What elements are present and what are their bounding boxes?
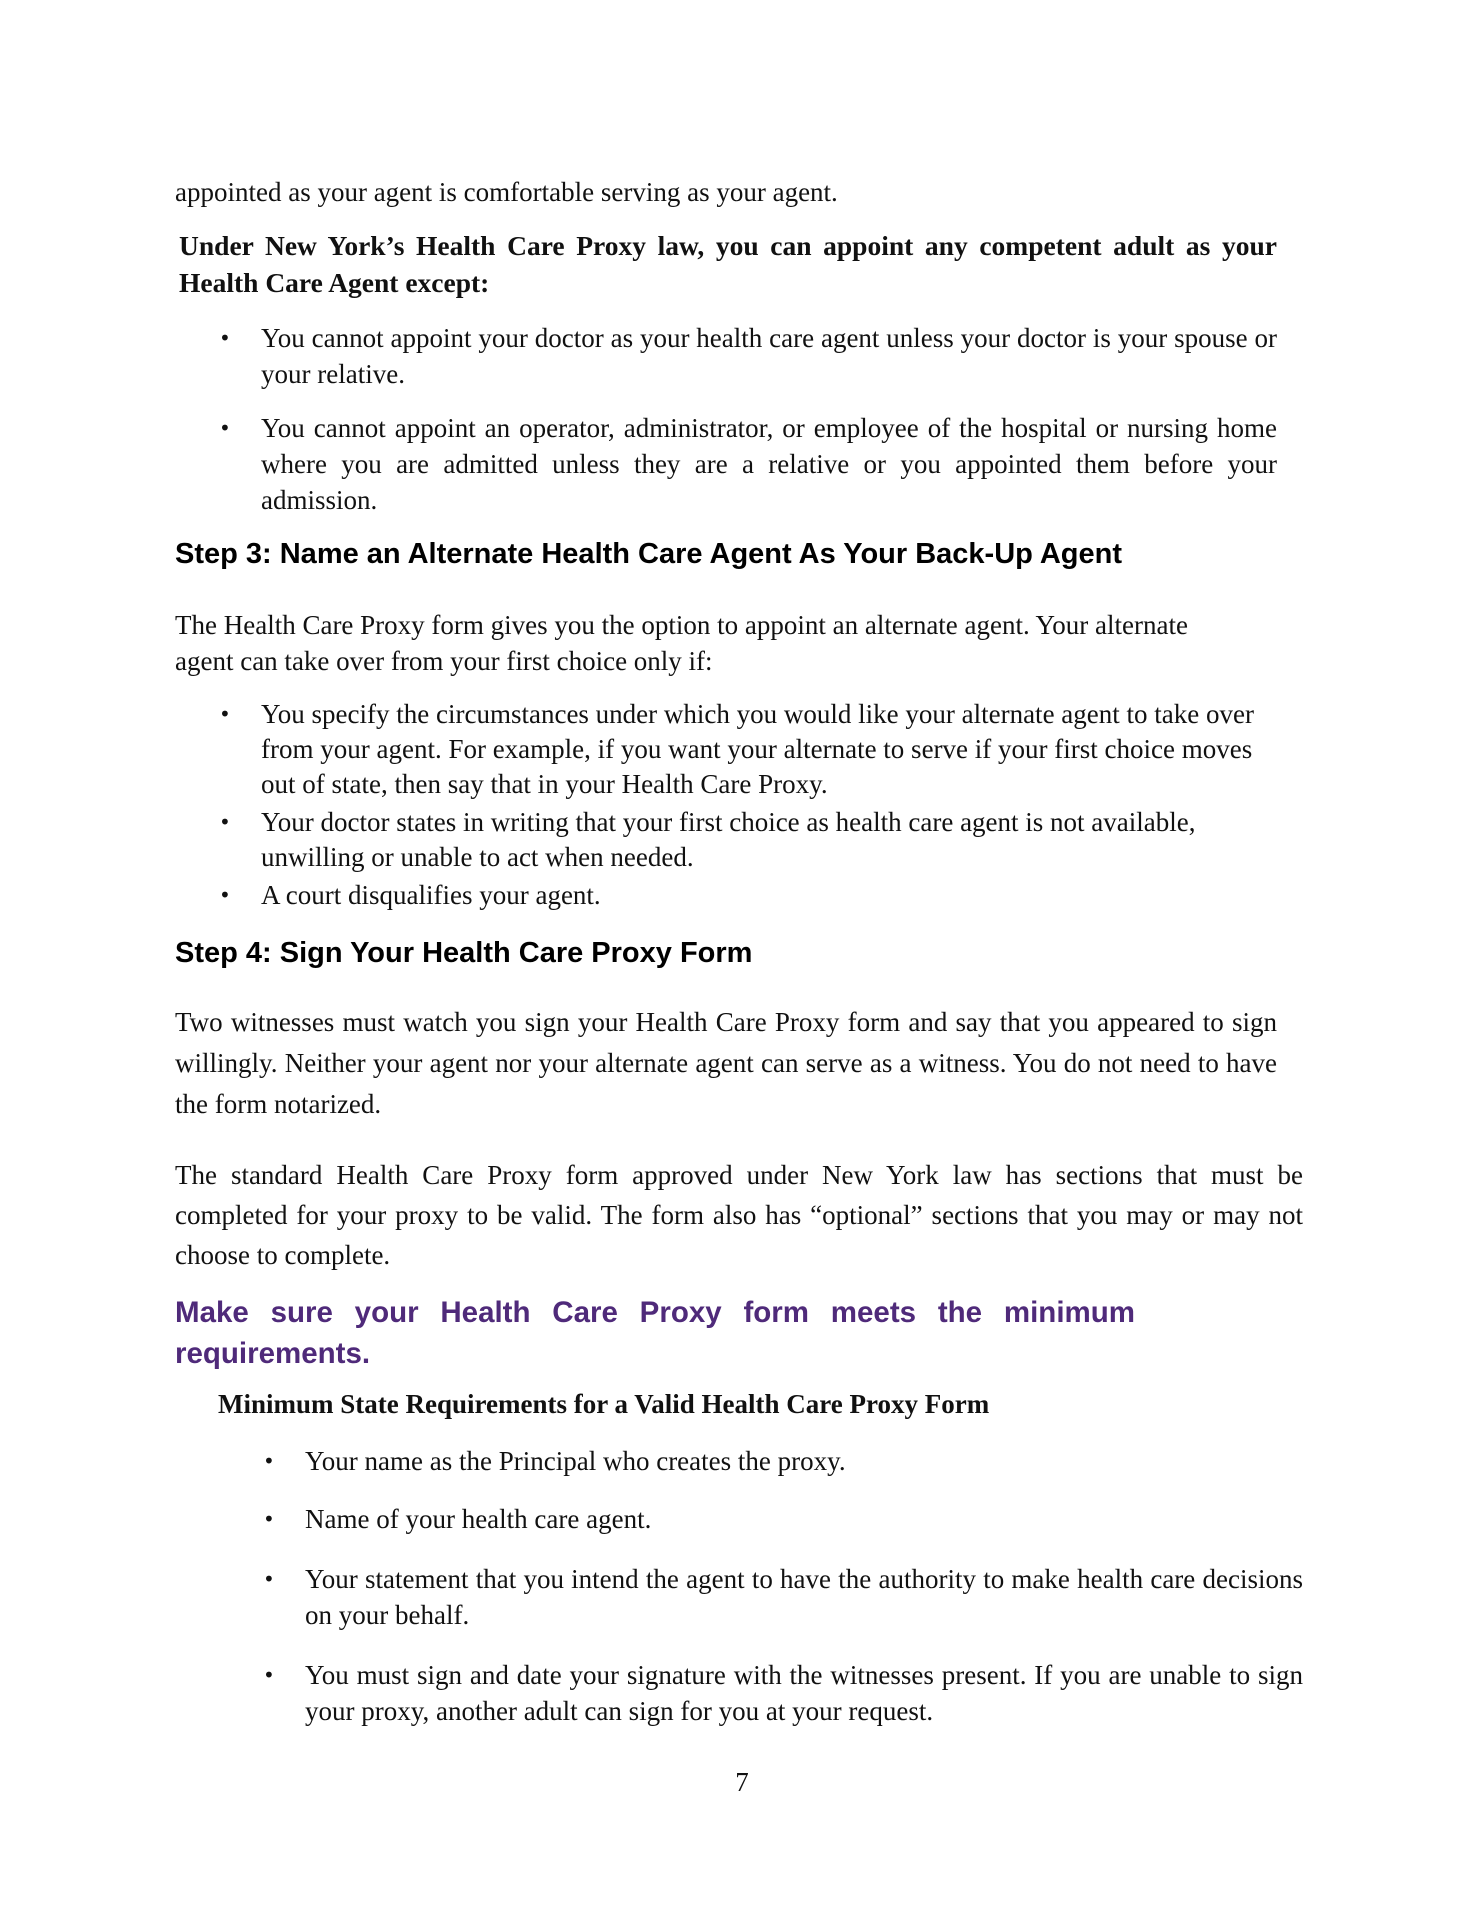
bullet-icon: •: [219, 883, 231, 907]
requirements-list: [263, 1443, 1303, 1729]
list-item: • Your doctor states in writing that your first choice as health care agent is not available, unwilling or unable to act when needed.: [219, 807, 1196, 872]
bullet-icon: •: [219, 326, 231, 350]
bullet-icon: •: [219, 416, 231, 440]
page-number: 7: [735, 1767, 749, 1797]
list-item: • Your name as the Principal who creates the proxy.: [305, 1443, 1303, 1479]
bullet-icon: •: [219, 702, 231, 726]
intro-line: appointed as your agent is comfortable serving as your agent.: [175, 177, 838, 207]
bullet-icon: •: [263, 1567, 275, 1591]
requirements-heading: Minimum State Requirements for a Valid Health Care Proxy Form: [218, 1389, 990, 1419]
list-item: • You must sign and date your signature with the witnesses present. If you are unable to sign your proxy, another adult can sign for you at your request.: [305, 1657, 1303, 1729]
step4-heading: Step 4: Sign Your Health Care Proxy Form: [175, 937, 753, 969]
step4-paragraph-1: Two witnesses must watch you sign your Health Care Proxy form and say that you appeared to sign willingly. Neither your agent nor your alternate agent can serve as a witness. You do not need to have the form notarized.: [175, 1007, 1277, 1119]
minimum-requirements-callout: Make sure your Health Care Proxy form meets the minimum requirements.: [175, 1296, 1135, 1370]
bullet-icon: •: [263, 1507, 275, 1531]
list-item: • Your statement that you intend the agent to have the authority to make health care decisions on your behalf.: [305, 1561, 1303, 1633]
bullet-icon: •: [219, 810, 231, 834]
list-item: • Name of your health care agent.: [305, 1501, 1303, 1537]
bullet-icon: •: [263, 1663, 275, 1687]
step4-paragraph-2: The standard Health Care Proxy form approved under New York law has sections that must be completed for your proxy to be valid. The form also has “optional” sections that you may or may not choose to complete.: [175, 1160, 1303, 1270]
list-item: • You specify the circumstances under which you would like your alternate agent to take over from your agent. For example, if you want your alternate to serve if your first choice moves out of state, then say that in your Health Care Proxy.: [219, 699, 1254, 799]
alternate-conditions-list: [219, 697, 1277, 913]
list-item: • A court disqualifies your agent.: [261, 878, 1277, 913]
exceptions-list: [219, 320, 1277, 518]
law-note: Under New York’s Health Care Proxy law, you can appoint any competent adult as your Health Care Agent except:: [179, 230, 1277, 298]
list-item: • You cannot appoint an operator, administrator, or employee of the hospital or nursing home where you are admitted unless they are a relative or you appointed them before your admission.: [261, 410, 1277, 518]
bullet-icon: •: [263, 1449, 275, 1473]
step3-paragraph: The Health Care Proxy form gives you the option to appoint an alternate agent. Your alternate agent can take over from your first choice only if:: [175, 610, 1188, 676]
step3-heading: Step 3: Name an Alternate Health Care Agent As Your Back-Up Agent: [175, 538, 1123, 570]
list-item: • You cannot appoint your doctor as your health care agent unless your doctor is your spouse or your relative.: [261, 320, 1277, 392]
